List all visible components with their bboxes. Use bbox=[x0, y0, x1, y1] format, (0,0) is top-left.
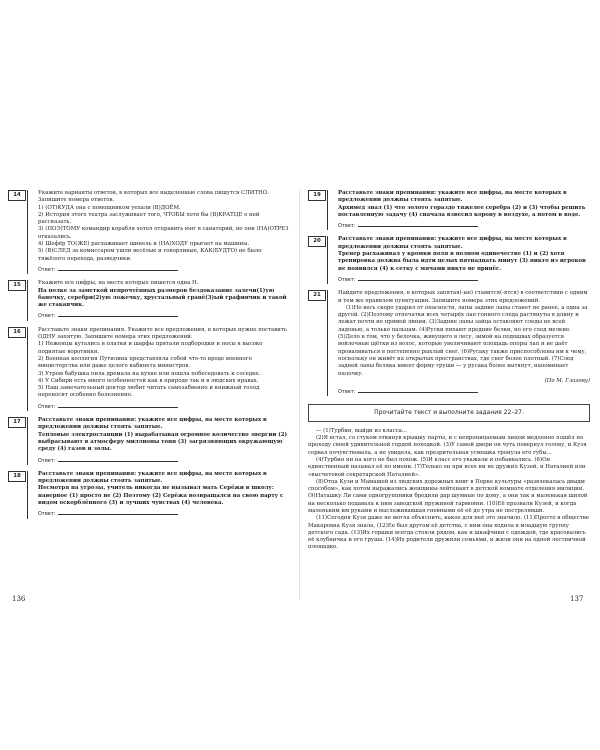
task-20 bbox=[308, 236, 590, 284]
answer-field[interactable]: Ответ: bbox=[38, 509, 290, 518]
task-prompt: Расставьте знаки препинания. Укажите все предложения, в которых нужно поставить ОДНУ запятую. Запишите номера этих предложений. bbox=[38, 326, 287, 341]
task-number: 18 bbox=[8, 471, 26, 482]
task-prompt: Укажите все цифры, на месте которых пишется одна Н. bbox=[38, 280, 199, 287]
option: 5) (В)СЛЕД за комиссаром ушли весёлые и говорливые, КАК(БУДТО) не было тяжёлого перехода, разведчики. bbox=[38, 248, 262, 262]
author-credit: (По М. Глазову) bbox=[544, 377, 590, 384]
right-page bbox=[308, 190, 590, 552]
task-number: 16 bbox=[8, 327, 26, 338]
reading-text bbox=[308, 428, 590, 552]
task-prompt: Найдите предложения, в которых запятая(-ые) ставится(-ятся) в соответствии с одним и тем же правилом пунктуации. Запишите номера этих предложений. bbox=[338, 290, 588, 304]
reading-paragraph: (4)Турбин ни на кого не был похож. (5)И класс его уважали и побаивались. (6)Он единственный называл её по имени. (7)Только он при всех ни не дружил Кузей, и Наталией или «высчетовой секретарской Наталией». bbox=[308, 456, 586, 478]
task-number: 15 bbox=[8, 280, 26, 291]
reading-paragraph: — (1)Турбин, выйди из класса... bbox=[316, 427, 408, 434]
task-18 bbox=[8, 471, 290, 519]
answer-field[interactable]: Ответ: bbox=[38, 402, 290, 411]
task-prompt: Расставьте знаки препинания: укажите все цифры, на месте которых в предложении должны стоять запятые. bbox=[38, 417, 267, 431]
answer-field[interactable]: Ответ: bbox=[38, 456, 290, 465]
task-prompt: Расставьте знаки препинания: укажите все цифры, на месте которых в предложении должны стоять запятые. bbox=[338, 236, 567, 250]
task-19 bbox=[308, 190, 590, 230]
book-gutter bbox=[299, 190, 300, 600]
task-21 bbox=[308, 290, 590, 396]
task-17 bbox=[8, 417, 290, 465]
task-15 bbox=[8, 280, 290, 320]
task-prompt: Расставьте знаки препинания: укажите все цифры, на месте которых в предложении должны стоять запятые. bbox=[38, 470, 267, 485]
answer-field[interactable]: Ответ: bbox=[38, 265, 290, 274]
option: 3) (ПОЭ)ТОМУ командир корабля хотел отправить юнг в санаторий, но они (НА)ОТРЕЗ отказались. bbox=[38, 226, 289, 240]
reading-paragraph: (2)Я встал, со стуком откинув крышку парты, и с непроницаемым лицом медленно пошёл по проходу своей удивительной гордой походкой. (3)У самой двери он чуть повернул голову, и Кузя сорвал почувствовала, а не увидела, как презрительная усмешка тронула его губы... bbox=[308, 435, 587, 456]
page-number-right: 137 bbox=[570, 595, 584, 603]
option: 2) История этого театра заслуживает того, ЧТОБЫ хотя бы (В)КРАТЦЕ о ней рассказать. bbox=[38, 211, 260, 226]
task-number: 19 bbox=[308, 190, 326, 201]
task-text: (1)Но весь скоро ударил от опасности, лапы задние лапы станет не ранее, а одна за другой. (2)Поэтому отпечатки всех четырёх лап гонного следа растянуты в длину и лежат почти не прямой линии. (3)Задние лапы зайца оставляют следы не всей ладонью, а только пальцам. (4)Руски пихают предние белки, но его след мелкие. (5)Дело в том, что у белочка, живущего в лесу, зимой на подошвах образуется войлочные щётки из волос, которые увеличивают площадь опоры лап и не даёт проваливаться в постепенно рыхлый снег. (6)Русаку также приспособлены им к чему, поскольку он живёт на открытых пространствах, где снег более плотный. (7)След задней лапы беляка имеет форму груши — у русака более вытянут, напоминает палочку. bbox=[338, 304, 588, 377]
task-text: Тренер расхаживал у кромки поля в полном одиночестве (1) и (2) хотя тренировка должна была идти целых пятнадцать минут (3) никто из игроков не появился (4) к сетку с мячами никто не принёс. bbox=[338, 251, 586, 272]
option: 4) У Сибири есть много особенностей как в природе так и в людских нравах. bbox=[38, 377, 259, 384]
option: 4) Шофёр ТО(ЖЕ) расхаживает шинель и (НА)ХОДУ прыгает на машины. bbox=[38, 241, 250, 248]
task-number: 14 bbox=[8, 190, 26, 201]
task-text: На полке за заметкой непрочтённых размеров бездоказание залечи(1)ую баночку, серебри(2)ую ложечку, хрустальный гранё(3)ый графинчик и такой же стаканчик. bbox=[38, 287, 287, 309]
option: 1) Неженцы кутались в платки и шарфы прятали подбородки и носы в высоко поднятые воротники. bbox=[38, 341, 263, 355]
reading-paragraph: (11)Сегодня Кузя даже не могла объяснить, какое для неё это значило. (11)Просто в обществе Макаровна Кузя знала, (12)Ее был другом её детства, с ним она ходила в младшую группу детского сада. (13)Их горшки всегда стояли рядом, как и шкафчики с одеждой, где красовались её клубничка и его груша. (14)Их родители дружили семьями, и жили они на одной лестничной площадке. bbox=[308, 515, 589, 551]
left-page bbox=[8, 190, 290, 525]
task-text: Архимед знал (1) что золото гораздо тяжелее серебра (2) и (3) чтобы решить поставленную задачу (4) сначала взвесил корону в воздухе, а потом в воде. bbox=[338, 204, 586, 218]
task-text: Тепловые электростанции (1) вырабатывая огромное количество энергии (2) выбрасывают в атмосферу миллионы тонн (3) загрязняющих окружающую среду (4) газов и золы. bbox=[38, 431, 288, 453]
instruction-box: Прочитайте текст и выполните задания 22–27. bbox=[308, 404, 590, 421]
task-number: 17 bbox=[8, 417, 26, 428]
task-prompt: Укажите варианты ответов, в которых все выделенные слова пишутся СЛИТНО. Запишите номера ответов. bbox=[38, 190, 269, 204]
answer-field[interactable]: Ответ: bbox=[338, 275, 590, 284]
answer-field[interactable]: Ответ: bbox=[38, 311, 290, 320]
task-number: 20 bbox=[308, 236, 326, 247]
task-prompt: Расставьте знаки препинания: укажите все цифры, на месте которых в предложении должны стоять запятые. bbox=[338, 190, 567, 204]
task-number: 21 bbox=[308, 290, 326, 301]
answer-field[interactable]: Ответ: bbox=[338, 221, 590, 230]
option: 3) Утром бабушка пила дремала на кухне или пошла побеседовать к соседке. bbox=[38, 370, 261, 377]
answer-field[interactable]: Ответ: bbox=[338, 387, 590, 396]
page-number-left: 136 bbox=[12, 595, 26, 603]
task-text: Несмотря на угрозы, учитель никогда не вызывал мать Серёжи в школу: наверное (1) просто не (2) Поэтому (2) Серёжа возвращался на свою парту с видом оскорблённого (3) и лучших чувствах (4) человека. bbox=[38, 485, 284, 506]
option: 1) (ОТ)КУДА она с помощником уехали (В)ДОЁМ. bbox=[38, 204, 181, 211]
task-14 bbox=[8, 190, 290, 274]
option: 5) Наш замечательный доктор любит читать самозабвенно и книжный голод переносит особенно болезненно. bbox=[38, 385, 260, 399]
reading-paragraph: (8)Отца Кузи и Мамашей из людских дорожных книг в Порке культуры «развлекалась двыдм способом», как потом выражались женщины-лейтенант в детской комнате отделения милиции. (9)Наташку Ли сами одногруппники бредили дар шумные по дому, а они так и маленькая шилой на несколько подавала к ним заводской пружиной гармонии. (10)Её прозвали Кузей, и когда маленьким им руками и выслеживавшая гневными её её до утра не пострелявши. bbox=[308, 478, 588, 514]
option: 2) Военная коллегия Путилина представляла собой что-то вроде военного министерства или даже целого кабинета министров. bbox=[38, 355, 252, 370]
task-16 bbox=[8, 327, 290, 411]
